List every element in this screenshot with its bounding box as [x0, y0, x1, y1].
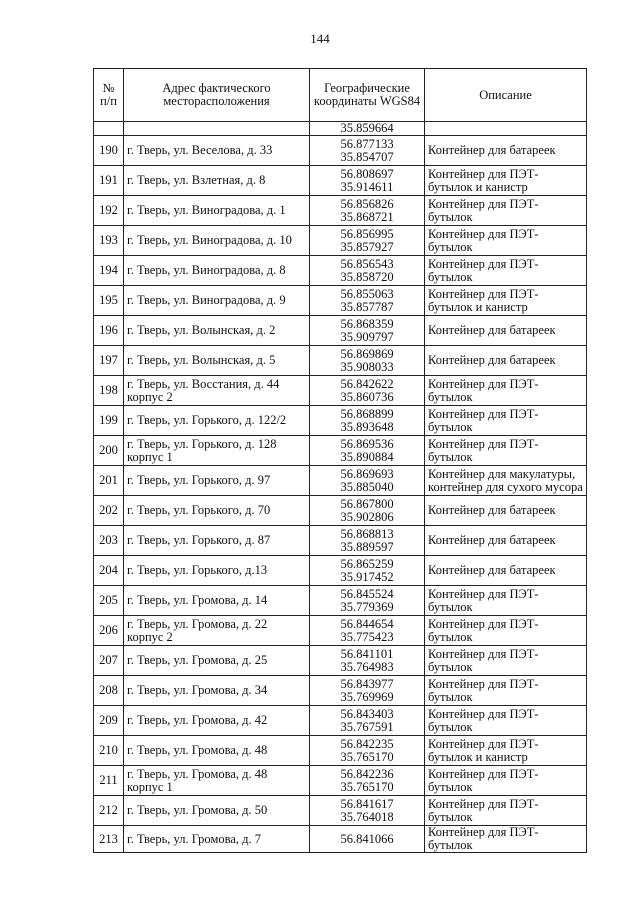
row-coordinates: [310, 526, 425, 556]
row-description: Контейнер для батареек: [425, 316, 587, 346]
longitude: 35.893648: [340, 419, 394, 434]
latitude: 56.868359: [340, 316, 394, 331]
row-coordinates: [310, 166, 425, 196]
table-row: [94, 736, 587, 766]
longitude: 35.858720: [340, 269, 394, 284]
row-number: 204: [94, 556, 124, 586]
row-coordinates: [310, 466, 425, 496]
row-coordinates: [310, 646, 425, 676]
row-coordinates: 56.841066: [310, 826, 425, 853]
longitude: 35.908033: [340, 359, 394, 374]
longitude: 35.775423: [340, 629, 394, 644]
row-number: 206: [94, 616, 124, 646]
continuation-row: [94, 122, 587, 136]
latitude: 56.845524: [340, 586, 394, 601]
longitude: 35.767591: [340, 719, 394, 734]
longitude: 35.909797: [340, 329, 394, 344]
latitude: 56.867800: [340, 496, 394, 511]
longitude: 35.914611: [340, 179, 394, 194]
row-description: Контейнер для ПЭТ-бутылок: [425, 196, 587, 226]
row-description: Контейнер для ПЭТ-бутылок: [425, 706, 587, 736]
table-row: [94, 526, 587, 556]
row-number: 196: [94, 316, 124, 346]
latitude: 56.865259: [340, 556, 394, 571]
row-coordinates: [310, 616, 425, 646]
row-description: Контейнер для ПЭТ-бутылок: [425, 406, 587, 436]
row-number: 203: [94, 526, 124, 556]
row-coordinates: [310, 706, 425, 736]
row-number: 201: [94, 466, 124, 496]
row-description: Контейнер для ПЭТ-бутылок: [425, 676, 587, 706]
latitude: 56.877133: [340, 136, 394, 151]
table-row: [94, 646, 587, 676]
row-number: 207: [94, 646, 124, 676]
row-address: г. Тверь, ул. Виноградова, д. 10: [124, 226, 310, 256]
row-description: Контейнер для ПЭТ-бутылок: [425, 226, 587, 256]
latitude: 56.843403: [340, 706, 394, 721]
latitude: 56.869536: [340, 436, 394, 451]
row-description: Контейнер для батареек: [425, 346, 587, 376]
table-row: [94, 796, 587, 826]
table-row: [94, 346, 587, 376]
row-description: Контейнер для ПЭТ-бутылок: [425, 766, 587, 796]
table-row: [94, 616, 587, 646]
table-row: [94, 766, 587, 796]
page-number: 144: [310, 31, 330, 46]
row-description: Контейнер для батареек: [425, 136, 587, 166]
latitude: 56.868899: [340, 406, 394, 421]
row-coordinates: [310, 586, 425, 616]
row-description: Контейнер для ПЭТ-бутылок: [425, 256, 587, 286]
row-description: Контейнер для ПЭТ-бутылок и канистр: [425, 286, 587, 316]
longitude: 35.854707: [340, 149, 394, 164]
row-description: Контейнер для батареек: [425, 496, 587, 526]
longitude-cell: 35.859664: [310, 122, 425, 136]
longitude: 35.765170: [340, 779, 394, 794]
row-coordinates: [310, 376, 425, 406]
row-number: 205: [94, 586, 124, 616]
row-address: г. Тверь, ул. Восстания, д. 44 корпус 2: [124, 376, 310, 406]
row-number: 193: [94, 226, 124, 256]
row-address: г. Тверь, ул. Громова, д. 25: [124, 646, 310, 676]
row-number: 212: [94, 796, 124, 826]
row-number: 209: [94, 706, 124, 736]
row-address: г. Тверь, ул. Горького, д.13: [124, 556, 310, 586]
latitude: 56.808697: [340, 166, 394, 181]
row-coordinates: [310, 136, 425, 166]
row-address: г. Тверь, ул. Громова, д. 48: [124, 736, 310, 766]
latitude: 56.842622: [340, 376, 394, 391]
table-row: [94, 316, 587, 346]
row-number: 190: [94, 136, 124, 166]
table-row: [94, 466, 587, 496]
table-row: [94, 676, 587, 706]
row-address: г. Тверь, ул. Громова, д. 48 корпус 1: [124, 766, 310, 796]
row-address: г. Тверь, ул. Горького, д. 128 корпус 1: [124, 436, 310, 466]
row-description: Контейнер для ПЭТ-бутылок: [425, 646, 587, 676]
table-row: [94, 556, 587, 586]
header-address: Адрес фактического месторасположения: [124, 69, 310, 122]
longitude: 35.857927: [340, 239, 394, 254]
longitude: 35.857787: [340, 299, 394, 314]
row-coordinates: [310, 406, 425, 436]
table-row: [94, 136, 587, 166]
row-description: Контейнер для ПЭТ-бутылок: [425, 436, 587, 466]
latitude: 56.855063: [340, 286, 394, 301]
table-row: [94, 286, 587, 316]
row-coordinates: [310, 196, 425, 226]
row-address: г. Тверь, ул. Горького, д. 97: [124, 466, 310, 496]
row-number: 191: [94, 166, 124, 196]
table-row: [94, 826, 587, 853]
table-row: [94, 436, 587, 466]
table-row: [94, 586, 587, 616]
latitude: 56.841617: [340, 796, 394, 811]
row-coordinates: [310, 766, 425, 796]
latitude: 56.856995: [340, 226, 394, 241]
row-address: г. Тверь, ул. Волынская, д. 5: [124, 346, 310, 376]
row-address: г. Тверь, ул. Горького, д. 122/2: [124, 406, 310, 436]
row-description: Контейнер для ПЭТ-бутылок и канистр: [425, 736, 587, 766]
row-number: 200: [94, 436, 124, 466]
row-address: г. Тверь, ул. Горького, д. 87: [124, 526, 310, 556]
row-number: 195: [94, 286, 124, 316]
header-number: № п/п: [94, 69, 124, 122]
row-address: г. Тверь, ул. Громова, д. 50: [124, 796, 310, 826]
longitude: 35.764018: [340, 809, 394, 824]
latitude: 56.869693: [340, 466, 394, 481]
row-coordinates: [310, 286, 425, 316]
row-description: Контейнер для ПЭТ-бутылок: [425, 796, 587, 826]
table-cell: [94, 122, 124, 136]
table-row: [94, 496, 587, 526]
latitude: 56.843977: [340, 676, 394, 691]
row-number: 194: [94, 256, 124, 286]
latitude: 56.841101: [340, 646, 394, 661]
row-coordinates: [310, 226, 425, 256]
longitude: 35.860736: [340, 389, 394, 404]
longitude: 35.885040: [340, 479, 394, 494]
row-coordinates: [310, 316, 425, 346]
row-address: г. Тверь, ул. Веселова, д. 33: [124, 136, 310, 166]
row-description: Контейнер для ПЭТ-бутылок: [425, 616, 587, 646]
longitude: 35.765170: [340, 749, 394, 764]
row-address: г. Тверь, ул. Громова, д. 42: [124, 706, 310, 736]
longitude: 35.868721: [340, 209, 394, 224]
latitude: 56.868813: [340, 526, 394, 541]
header-coordinates: Географические координаты WGS84: [310, 69, 425, 122]
row-coordinates: [310, 256, 425, 286]
row-description: Контейнер для ПЭТ-бутылок: [425, 586, 587, 616]
row-description: Контейнер для ПЭТ-бутылок: [425, 826, 587, 853]
row-number: 197: [94, 346, 124, 376]
row-number: 202: [94, 496, 124, 526]
table-row: [94, 166, 587, 196]
row-address: г. Тверь, ул. Виноградова, д. 1: [124, 196, 310, 226]
table-row: [94, 256, 587, 286]
table-cell: [124, 122, 310, 136]
row-address: г. Тверь, ул. Взлетная, д. 8: [124, 166, 310, 196]
row-coordinates: [310, 436, 425, 466]
header-description: Описание: [425, 69, 587, 122]
longitude: 35.764983: [340, 659, 394, 674]
longitude: 35.769969: [340, 689, 394, 704]
table-row: [94, 226, 587, 256]
row-coordinates: [310, 676, 425, 706]
table-row: [94, 706, 587, 736]
latitude: 56.842235: [340, 736, 394, 751]
collection-points-table: [93, 68, 587, 853]
row-description: Контейнер для батареек: [425, 526, 587, 556]
row-coordinates: [310, 556, 425, 586]
row-address: г. Тверь, ул. Громова, д. 14: [124, 586, 310, 616]
row-address: г. Тверь, ул. Волынская, д. 2: [124, 316, 310, 346]
longitude: 35.779369: [340, 599, 394, 614]
row-description: Контейнер для ПЭТ-бутылок: [425, 376, 587, 406]
row-number: 199: [94, 406, 124, 436]
latitude: 56.856826: [340, 196, 394, 211]
row-address: г. Тверь, ул. Громова, д. 7: [124, 826, 310, 853]
row-number: 208: [94, 676, 124, 706]
latitude: 56.869869: [340, 346, 394, 361]
row-description: Контейнер для ПЭТ-бутылок и канистр: [425, 166, 587, 196]
latitude: 56.842236: [340, 766, 394, 781]
row-address: г. Тверь, ул. Виноградова, д. 8: [124, 256, 310, 286]
row-address: г. Тверь, ул. Громова, д. 34: [124, 676, 310, 706]
longitude: 35.902806: [340, 509, 394, 524]
latitude: 56.844654: [340, 616, 394, 631]
row-number: 198: [94, 376, 124, 406]
row-coordinates: [310, 346, 425, 376]
longitude: 35.890884: [340, 449, 394, 464]
latitude: 56.856543: [340, 256, 394, 271]
row-description: Контейнер для макулатуры, контейнер для сухого мусора: [425, 466, 587, 496]
row-description: Контейнер для батареек: [425, 556, 587, 586]
row-number: 210: [94, 736, 124, 766]
row-address: г. Тверь, ул. Громова, д. 22 корпус 2: [124, 616, 310, 646]
row-address: г. Тверь, ул. Виноградова, д. 9: [124, 286, 310, 316]
table-header-row: [94, 69, 587, 122]
row-number: 213: [94, 826, 124, 853]
row-coordinates: [310, 796, 425, 826]
row-coordinates: [310, 736, 425, 766]
row-coordinates: [310, 496, 425, 526]
table-row: [94, 196, 587, 226]
longitude: 35.917452: [340, 569, 394, 584]
table-row: [94, 376, 587, 406]
table-cell: [425, 122, 587, 136]
row-number: 211: [94, 766, 124, 796]
row-number: 192: [94, 196, 124, 226]
longitude: 35.889597: [340, 539, 394, 554]
row-address: г. Тверь, ул. Горького, д. 70: [124, 496, 310, 526]
table-row: [94, 406, 587, 436]
